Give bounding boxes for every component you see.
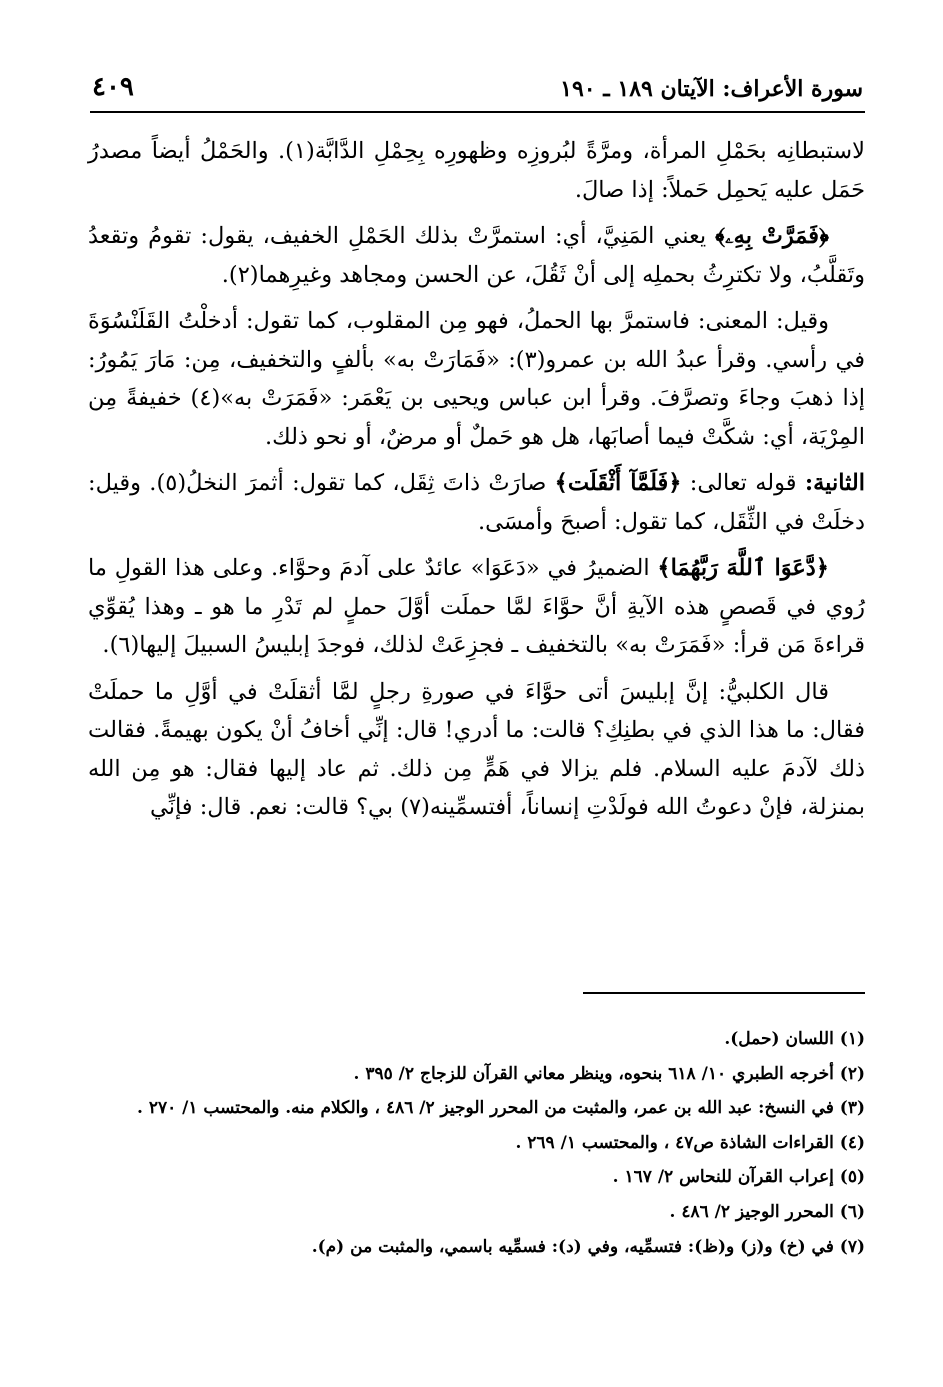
footnote-rule [583,992,865,994]
paragraph-4 [88,464,865,541]
quran-quote: ﴿فَمَرَّتْ بِهِۦ﴾ [715,223,829,249]
footnote-item: (١) اللسان (حمل). [724,1029,865,1049]
header-rule [90,111,865,113]
paragraph-3: وقيل: المعنى: فاستمرَّ بها الحملُ، فهو مِن المقلوب، كما تقول: أدخلْتُ القَلَنْسُوَةَ في رأسي. وقرأ عبدُ الله بن عمرو(٣): «فَمَارَتْ به» بألفٍ والتخفيف، مِن: مَارَ يَمُورُ: إذا ذهبَ وجاءَ وتصرَّفَ. وقرأ ابن عباس ويحيى بن يَعْمَر: «فَمَرَتْ به»(٤) خفيفةً مِن المِرْيَة، أي: شكَّتْ فيما أصابَها، هل هو حَملٌ أو مرضٌ، أو نحو ذلك. [88,308,866,450]
main-text [88,132,865,835]
quran-quote: ﴿دَّعَوَا ٱللَّهَ رَبَّهُمَا﴾ [657,555,829,581]
paragraph-4-text-a: قوله تعالى: [681,470,805,496]
paragraph-5 [88,549,865,665]
running-head [92,62,863,102]
footnotes [88,1022,865,1264]
footnote-item: (٤) القراءات الشاذة ص٤٧ ، والمحتسب ١/ ٢٦٩ . [515,1132,865,1153]
paragraph-1: لاستبطانِه بحَمْلِ المرأة، ومرَّةً لبُروزِه وظهورِه بِحِمْلِ الدَّابَّة(١). والحَمْلُ أيضاً مصدرُ حَمَل عليه يَحمِل حَملاً: إذا صالَ. [88,138,865,203]
footnote-item: (٧) في (خ) و(ز) و(ظ): فتسمِّيه، وفي (د): فسمِّيه باسمي، والمثبت من (م). [311,1236,865,1257]
footnote-item: (٥) إعراب القرآن للنحاس ٢/ ١٦٧ . [612,1167,865,1188]
footnote-item: (٣) في النسخ: عبد الله بن عمر، والمثبت من المحرر الوجيز ٢/ ٤٨٦ ، والكلام منه. والمحتسب ١/ ٢٧٠ . [136,1098,865,1119]
section-label: الثانية: [804,470,865,496]
footnote-item: (٦) المحرر الوجيز ٢/ ٤٨٦ . [669,1201,865,1222]
paragraph-2 [88,217,865,294]
footnote-item: (٢) أخرجه الطبري ١٠/ ٦١٨ بنحوه، وينظر معاني القرآن للزجاج ٢/ ٣٩٥ . [353,1063,865,1084]
paragraph-6: قال الكلبيُّ: إنَّ إبليسَ أتى حوَّاءَ في صورةِ رجلٍ لمَّا أثقلَتْ في أوَّلِ ما حملَتْ فقال: ما هذا الذي في بطنِكِ؟ قالت: ما أدري! قال: إنِّي أخافُ أنْ يكون بهيمةً. فقالت ذلك لآدمَ عليه السلام. فلم يزالا في هَمٍّ مِن ذلك. ثم عاد إليها فقال: هو مِن الله بمنزلة، فإنْ دعوتُ الله فولَدْتِ إنساناً، أفتسمِّينه(٧) بي؟ قالت: نعم. قال: فإنِّي [88,678,865,820]
paragraph-2-text: يعني المَنِيَّ، أي: استمرَّتْ بذلك الحَمْلِ الخفيف، يقول: تقومُ وتقعدُ وتَقلَّبُ، ولا تكترِثُ بحملِه إلى أنْ ثَقُلَ، عن الحسن ومجاهد وغيرِهما(٢). [88,223,865,288]
page-number: ٤٠٩ [92,72,134,102]
paragraph-5-text: الضميرُ في «دَعَوَا» عائدٌ على آدمَ وحوَّاء. وعلى هذا القولِ ما رُوي في قَصصٍ هذه الآيةِ أنَّ حوَّاءَ لمَّا حملَت أوَّلَ حملٍ لم تَدْرِ ما هو ـ وهذا يُقوِّي قراءةَ مَن قرأ: «فَمَرَتْ به» بالتخفيف ـ فجزِعَتْ لذلك، فوجدَ إبليسُ السبيلَ إليها(٦). [88,555,865,658]
quran-quote: ﴿فَلَمَّآ أَثْقَلَت﴾ [554,470,682,496]
paragraph-4-text-b: صارَتْ ذاتَ ثِقَل، كما تقول: أثمرَ النخلُ(٥). وقيل: دخلَتْ في الثِّقَل، كما تقول: أصبحَ وأمسَى. [88,470,865,535]
chapter-title: سورة الأعراف: الآيتان ١٨٩ ـ ١٩٠ [560,76,863,102]
